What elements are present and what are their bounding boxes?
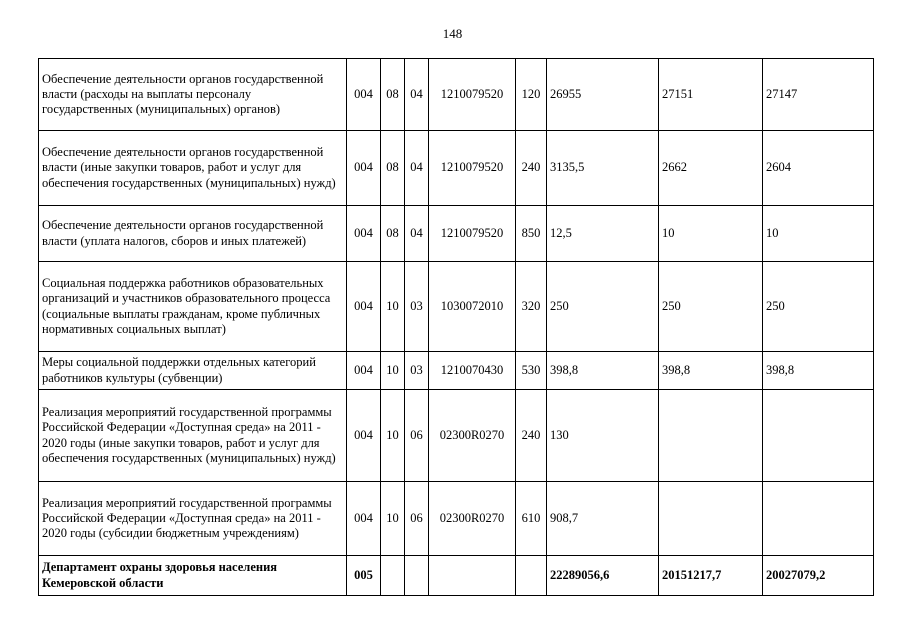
- section-code: 10: [381, 482, 405, 556]
- table-row: [39, 206, 874, 262]
- amount-year-3: 250: [763, 262, 874, 352]
- target-article-code: 1210079520: [429, 59, 516, 131]
- section-code: 10: [381, 352, 405, 390]
- section-code: [381, 556, 405, 596]
- table-row: [39, 131, 874, 206]
- amount-year-3: [763, 482, 874, 556]
- amount-year-1: 12,5: [547, 206, 659, 262]
- expense-type-code: 530: [516, 352, 547, 390]
- expense-type-code: [516, 556, 547, 596]
- table-row: [39, 262, 874, 352]
- target-article-code: [429, 556, 516, 596]
- amount-year-2: [659, 482, 763, 556]
- amount-year-2: 27151: [659, 59, 763, 131]
- section-code: 10: [381, 390, 405, 482]
- amount-year-3: 2604: [763, 131, 874, 206]
- target-article-code: 1210079520: [429, 131, 516, 206]
- section-code: 08: [381, 131, 405, 206]
- target-article-code: 1030072010: [429, 262, 516, 352]
- section-code: 10: [381, 262, 405, 352]
- amount-year-2: 398,8: [659, 352, 763, 390]
- expense-type-code: 850: [516, 206, 547, 262]
- row-description: Реализация мероприятий государственной программы Российской Федерации «Доступная среда» на 2011 - 2020 годы (иные закупки товаров, работ и услуг для обеспечения государственных (муниципальных) нужд): [39, 390, 347, 482]
- table-row: [39, 390, 874, 482]
- amount-year-1: 250: [547, 262, 659, 352]
- ministry-code: 004: [347, 131, 381, 206]
- amount-year-1: 908,7: [547, 482, 659, 556]
- expense-type-code: 240: [516, 390, 547, 482]
- subsection-code: 04: [405, 206, 429, 262]
- amount-year-3: 10: [763, 206, 874, 262]
- ministry-code: 004: [347, 59, 381, 131]
- subsection-code: 04: [405, 131, 429, 206]
- table-row: [39, 352, 874, 390]
- expense-type-code: 610: [516, 482, 547, 556]
- row-description: Обеспечение деятельности органов государственной власти (уплата налогов, сборов и иных платежей): [39, 206, 347, 262]
- amount-year-2: 250: [659, 262, 763, 352]
- subsection-code: 06: [405, 390, 429, 482]
- section-code: 08: [381, 59, 405, 131]
- table-row: [39, 59, 874, 131]
- amount-year-3: 27147: [763, 59, 874, 131]
- amount-year-1: 3135,5: [547, 131, 659, 206]
- expense-type-code: 320: [516, 262, 547, 352]
- row-description: Департамент охраны здоровья населения Кемеровской области: [39, 556, 347, 596]
- target-article-code: 1210079520: [429, 206, 516, 262]
- amount-year-2: [659, 390, 763, 482]
- row-description: Обеспечение деятельности органов государственной власти (иные закупки товаров, работ и услуг для обеспечения государственных (муниципальных) нужд): [39, 131, 347, 206]
- ministry-code: 004: [347, 482, 381, 556]
- section-code: 08: [381, 206, 405, 262]
- amount-year-1: 22289056,6: [547, 556, 659, 596]
- target-article-code: 1210070430: [429, 352, 516, 390]
- amount-year-1: 130: [547, 390, 659, 482]
- table-row: [39, 482, 874, 556]
- amount-year-1: 26955: [547, 59, 659, 131]
- subsection-code: [405, 556, 429, 596]
- amount-year-1: 398,8: [547, 352, 659, 390]
- ministry-code: 004: [347, 206, 381, 262]
- ministry-code: 004: [347, 390, 381, 482]
- ministry-code: 004: [347, 352, 381, 390]
- subsection-code: 06: [405, 482, 429, 556]
- ministry-code: 004: [347, 262, 381, 352]
- target-article-code: 02300R0270: [429, 390, 516, 482]
- subsection-code: 03: [405, 352, 429, 390]
- ministry-code: 005: [347, 556, 381, 596]
- row-description: Меры социальной поддержки отдельных категорий работников культуры (субвенции): [39, 352, 347, 390]
- target-article-code: 02300R0270: [429, 482, 516, 556]
- amount-year-3: 20027079,2: [763, 556, 874, 596]
- amount-year-3: [763, 390, 874, 482]
- expense-type-code: 240: [516, 131, 547, 206]
- table-row: [39, 556, 874, 596]
- amount-year-2: 2662: [659, 131, 763, 206]
- row-description: Социальная поддержка работников образовательных организаций и участников образовательного процесса (социальные выплаты гражданам, кроме публичных нормативных социальных выплат): [39, 262, 347, 352]
- subsection-code: 04: [405, 59, 429, 131]
- page-number: 148: [442, 26, 463, 41]
- row-description: Реализация мероприятий государственной программы Российской Федерации «Доступная среда» на 2011 - 2020 годы (субсидии бюджетным учреждениям): [39, 482, 347, 556]
- row-description: Обеспечение деятельности органов государственной власти (расходы на выплаты персоналу государственных (муниципальных) органов): [39, 59, 347, 131]
- budget-table: [38, 58, 874, 596]
- amount-year-2: 20151217,7: [659, 556, 763, 596]
- subsection-code: 03: [405, 262, 429, 352]
- amount-year-2: 10: [659, 206, 763, 262]
- amount-year-3: 398,8: [763, 352, 874, 390]
- expense-type-code: 120: [516, 59, 547, 131]
